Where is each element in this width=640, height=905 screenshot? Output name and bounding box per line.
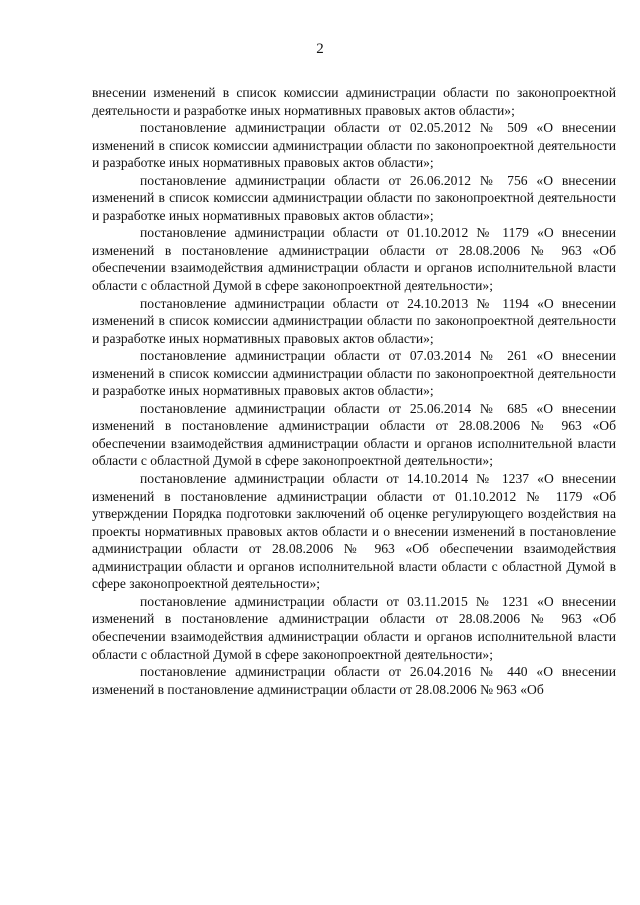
paragraph-resolution-685: постановление администрации области от 25.06.2014 № 685 «О внесении изменений в постановление администрации области от 28.08.2006 № 963 «Об обеспечении взаимодействия администрации области и органов исполнительной власти области с областной Думой в сфере законопроектной деятельности»;	[92, 400, 616, 469]
paragraph-resolution-756: постановление администрации области от 26.06.2012 № 756 «О внесении изменений в список комиссии администрации области по законопроектной деятельности и разработке иных нормативных правовых актов области»;	[92, 172, 616, 223]
paragraph-resolution-1231: постановление администрации области от 03.11.2015 № 1231 «О внесении изменений в постановление администрации области от 28.08.2006 № 963 «Об обеспечении взаимодействия администрации области и органов исполнительной власти области с областной Думой в сфере законопроектной деятельности»;	[92, 593, 616, 662]
paragraph-resolution-261: постановление администрации области от 07.03.2014 № 261 «О внесении изменений в список комиссии администрации области по законопроектной деятельности и разработке иных нормативных правовых актов области»;	[92, 348, 616, 399]
paragraph-resolution-1179: постановление администрации области от 01.10.2012 № 1179 «О внесении изменений в постановление администрации области от 28.08.2006 № 963 «Об обеспечении взаимодействия администрации области и органов исполнительной власти области с областной Думой в сфере законопроектной деятельности»;	[92, 225, 616, 294]
paragraph-resolution-1237: постановление администрации области от 14.10.2014 № 1237 «О внесении изменений в постановление администрации области от 01.10.2012 № 1179 «Об утверждении Порядка подготовки заключений об оценке регулирующего воздействия на проекты нормативных правовых актов области и о внесении изменений в постановление администрации области от 28.08.2006 № 963 «Об обеспечении взаимодействия администрации области и органов исполнительной власти области с областной Думой в сфере законопроектной деятельности»;	[92, 471, 616, 592]
document-body	[92, 84, 616, 698]
page-number: 2	[316, 41, 324, 57]
paragraph-resolution-440: постановление администрации области от 26.04.2016 № 440 «О внесении изменений в постановление администрации области от 28.08.2006 № 963 «Об	[92, 664, 616, 697]
paragraph-continuation: внесении изменений в список комиссии администрации области по законопроектной деятельности и разработке иных нормативных правовых актов области»;	[92, 85, 616, 118]
paragraph-resolution-509: постановление администрации области от 02.05.2012 № 509 «О внесении изменений в список комиссии администрации области по законопроектной деятельности и разработке иных нормативных правовых актов области»;	[92, 120, 616, 171]
paragraph-resolution-1194: постановление администрации области от 24.10.2013 № 1194 «О внесении изменений в список комиссии администрации области по законопроектной деятельности и разработке иных нормативных правовых актов области»;	[92, 295, 616, 346]
